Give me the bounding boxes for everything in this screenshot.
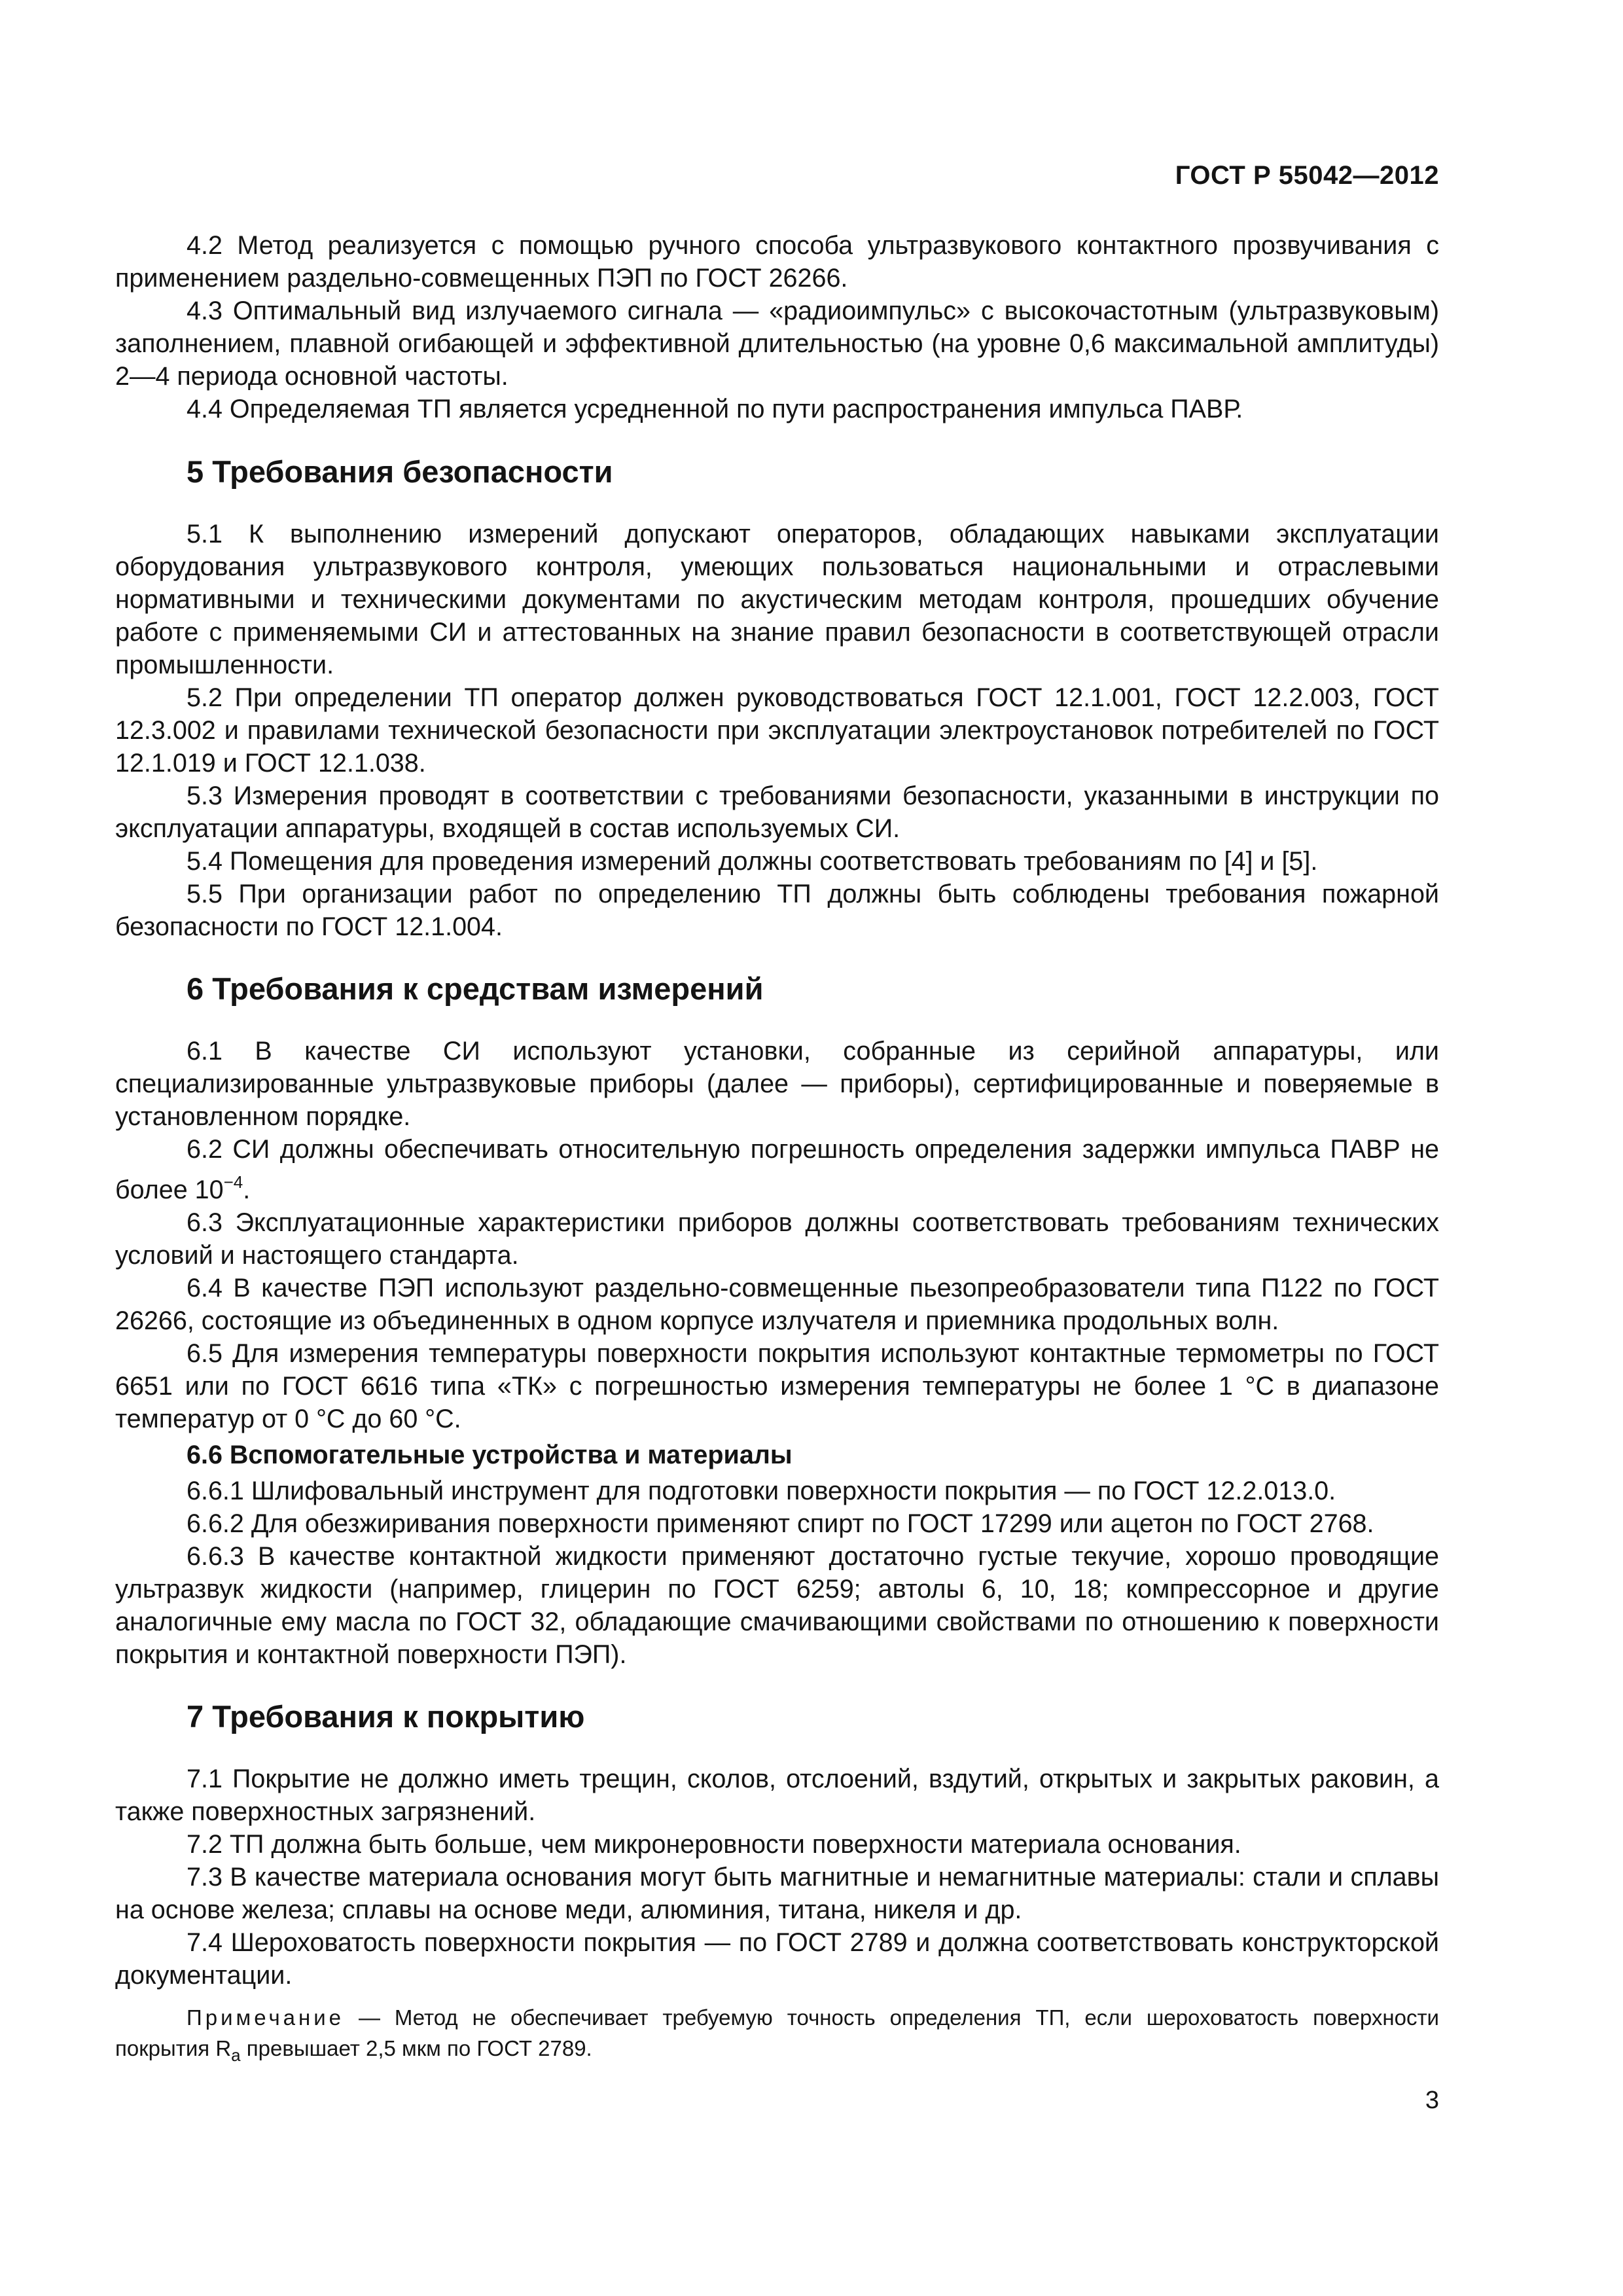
paragraph-7-3: 7.3 В качестве материала основания могут быть магнитные и немагнитные материалы: стали и сплавы на основе железа; сплавы на основе меди, алюминия, титана, никеля и др. [115,1863,1439,1924]
paragraph-6-4: 6.4 В качестве ПЭП используют раздельно-совмещенные пьезопреобразователи типа П122 по ГОСТ 26266, состоящие из объединенных в одном корпусе излучателя и приемника продольных волн. [115,1274,1439,1335]
paragraph-6-6-1: 6.6.1 Шлифовальный инструмент для подготовки поверхности покрытия — по ГОСТ 12.2.013.0. [187,1477,1336,1505]
note-label: Примечание [187,2005,345,2030]
paragraph-6-1: 6.1 В качестве СИ используют установки, собранные из серийной аппаратуры, или специализированные ультразвуковые приборы (далее — приборы), сертифицированные и поверяемые в установленном порядке. [115,1037,1439,1131]
paragraph-6-2-text: 6.2 СИ должны обеспечивать относительную погрешность определения задержки импульса ПАВР не более 10 [115,1135,1439,1204]
section-5-heading: 5 Требования безопасности [187,454,613,489]
paragraph-6-6-3: 6.6.3 В качестве контактной жидкости применяют достаточно густые текучие, хорошо проводящие ультразвук жидкости (например, глицерин по ГОСТ 6259; автолы 6, 10, 18; компрессорное и другие аналогичные ему масла по ГОСТ 32, обладающие смачивающими свойствами по отношению к поверхности покрытия и контактной поверхности ПЭП). [115,1542,1439,1669]
page-content [115,229,1439,2071]
paragraph-7-4: 7.4 Шероховатость поверхности покрытия — по ГОСТ 2789 и должна соответствовать конструкторской документации. [115,1928,1439,1990]
paragraph-7-1: 7.1 Покрытие не должно иметь трещин, сколов, отслоений, вздутий, открытых и закрытых раковин, а также поверхностных загрязнений. [115,1765,1439,1826]
paragraph-6-2-end: . [243,1175,251,1204]
subsection-6-6-heading: 6.6 Вспомогательные устройства и материалы [187,1441,793,1469]
paragraph-7-2: 7.2 ТП должна быть больше, чем микронеровности поверхности материала основания. [187,1830,1241,1859]
paragraph-5-1: 5.1 К выполнению измерений допускают операторов, обладающих навыками эксплуатации оборудования ультразвукового контроля, умеющих пользоваться национальными и отраслевыми нормативными и техническими документами по акустическим методам контроля, прошедших обучение работе с применяемыми СИ и аттестованных на знание правил безопасности в соответствующей отрасли промышленности. [115,520,1439,679]
note-text-end: превышает 2,5 мкм по ГОСТ 2789. [240,2036,592,2060]
paragraph-4-2: 4.2 Метод реализуется с помощью ручного способа ультразвукового контактного прозвучивания с применением раздельно-совмещенных ПЭП по ГОСТ 26266. [115,231,1439,293]
note-text: — Метод не обеспечивает требуемую точность определения ТП, если шероховатость поверхности покрытия R [115,2005,1439,2060]
section-7-heading: 7 Требования к покрытию [187,1699,585,1734]
section-6-heading: 6 Требования к средствам измерений [187,971,764,1006]
paragraph-6-2 [115,1133,1439,1206]
paragraph-4-3: 4.3 Оптимальный вид излучаемого сигнала — «радиоимпульс» с высокочастотным (ультразвуковым) заполнением, плавной огибающей и эффективной длительностью (на уровне 0,6 максимальной амплитуды) 2—4 периода основной частоты. [115,296,1439,391]
exponent: −4 [223,1172,243,1192]
paragraph-4-4: 4.4 Определяемая ТП является усредненной по пути распространения импульса ПАВР. [187,395,1243,423]
note [115,2002,1439,2071]
paragraph-6-3: 6.3 Эксплуатационные характеристики приборов должны соответствовать требованиям технических условий и настоящего стандарта. [115,1208,1439,1270]
document-code: ГОСТ Р 55042—2012 [1175,161,1439,190]
paragraph-5-2: 5.2 При определении ТП оператор должен руководствоваться ГОСТ 12.1.001, ГОСТ 12.2.003, ГОСТ 12.3.002 и правилами технической безопасности при эксплуатации электроустановок потребителей по ГОСТ 12.1.019 и ГОСТ 12.1.038. [115,683,1439,778]
paragraph-5-5: 5.5 При организации работ по определению ТП должны быть соблюдены требования пожарной безопасности по ГОСТ 12.1.004. [115,880,1439,941]
roughness-subscript: a [231,2045,241,2065]
paragraph-6-5: 6.5 Для измерения температуры поверхности покрытия используют контактные термометры по ГОСТ 6651 или по ГОСТ 6616 типа «ТК» с погрешностью измерения температуры не более 1 °С в диапазоне температур от 0 °С до 60 °С. [115,1339,1439,1433]
paragraph-5-3: 5.3 Измерения проводят в соответствии с требованиями безопасности, указанными в инструкции по эксплуатации аппаратуры, входящей в состав используемых СИ. [115,781,1439,843]
paragraph-6-6-2: 6.6.2 Для обезжиривания поверхности применяют спирт по ГОСТ 17299 или ацетон по ГОСТ 2768. [187,1509,1374,1538]
paragraph-5-4: 5.4 Помещения для проведения измерений должны соответствовать требованиям по [4] и [5]. [187,847,1318,876]
page-number: 3 [1425,2087,1439,2114]
